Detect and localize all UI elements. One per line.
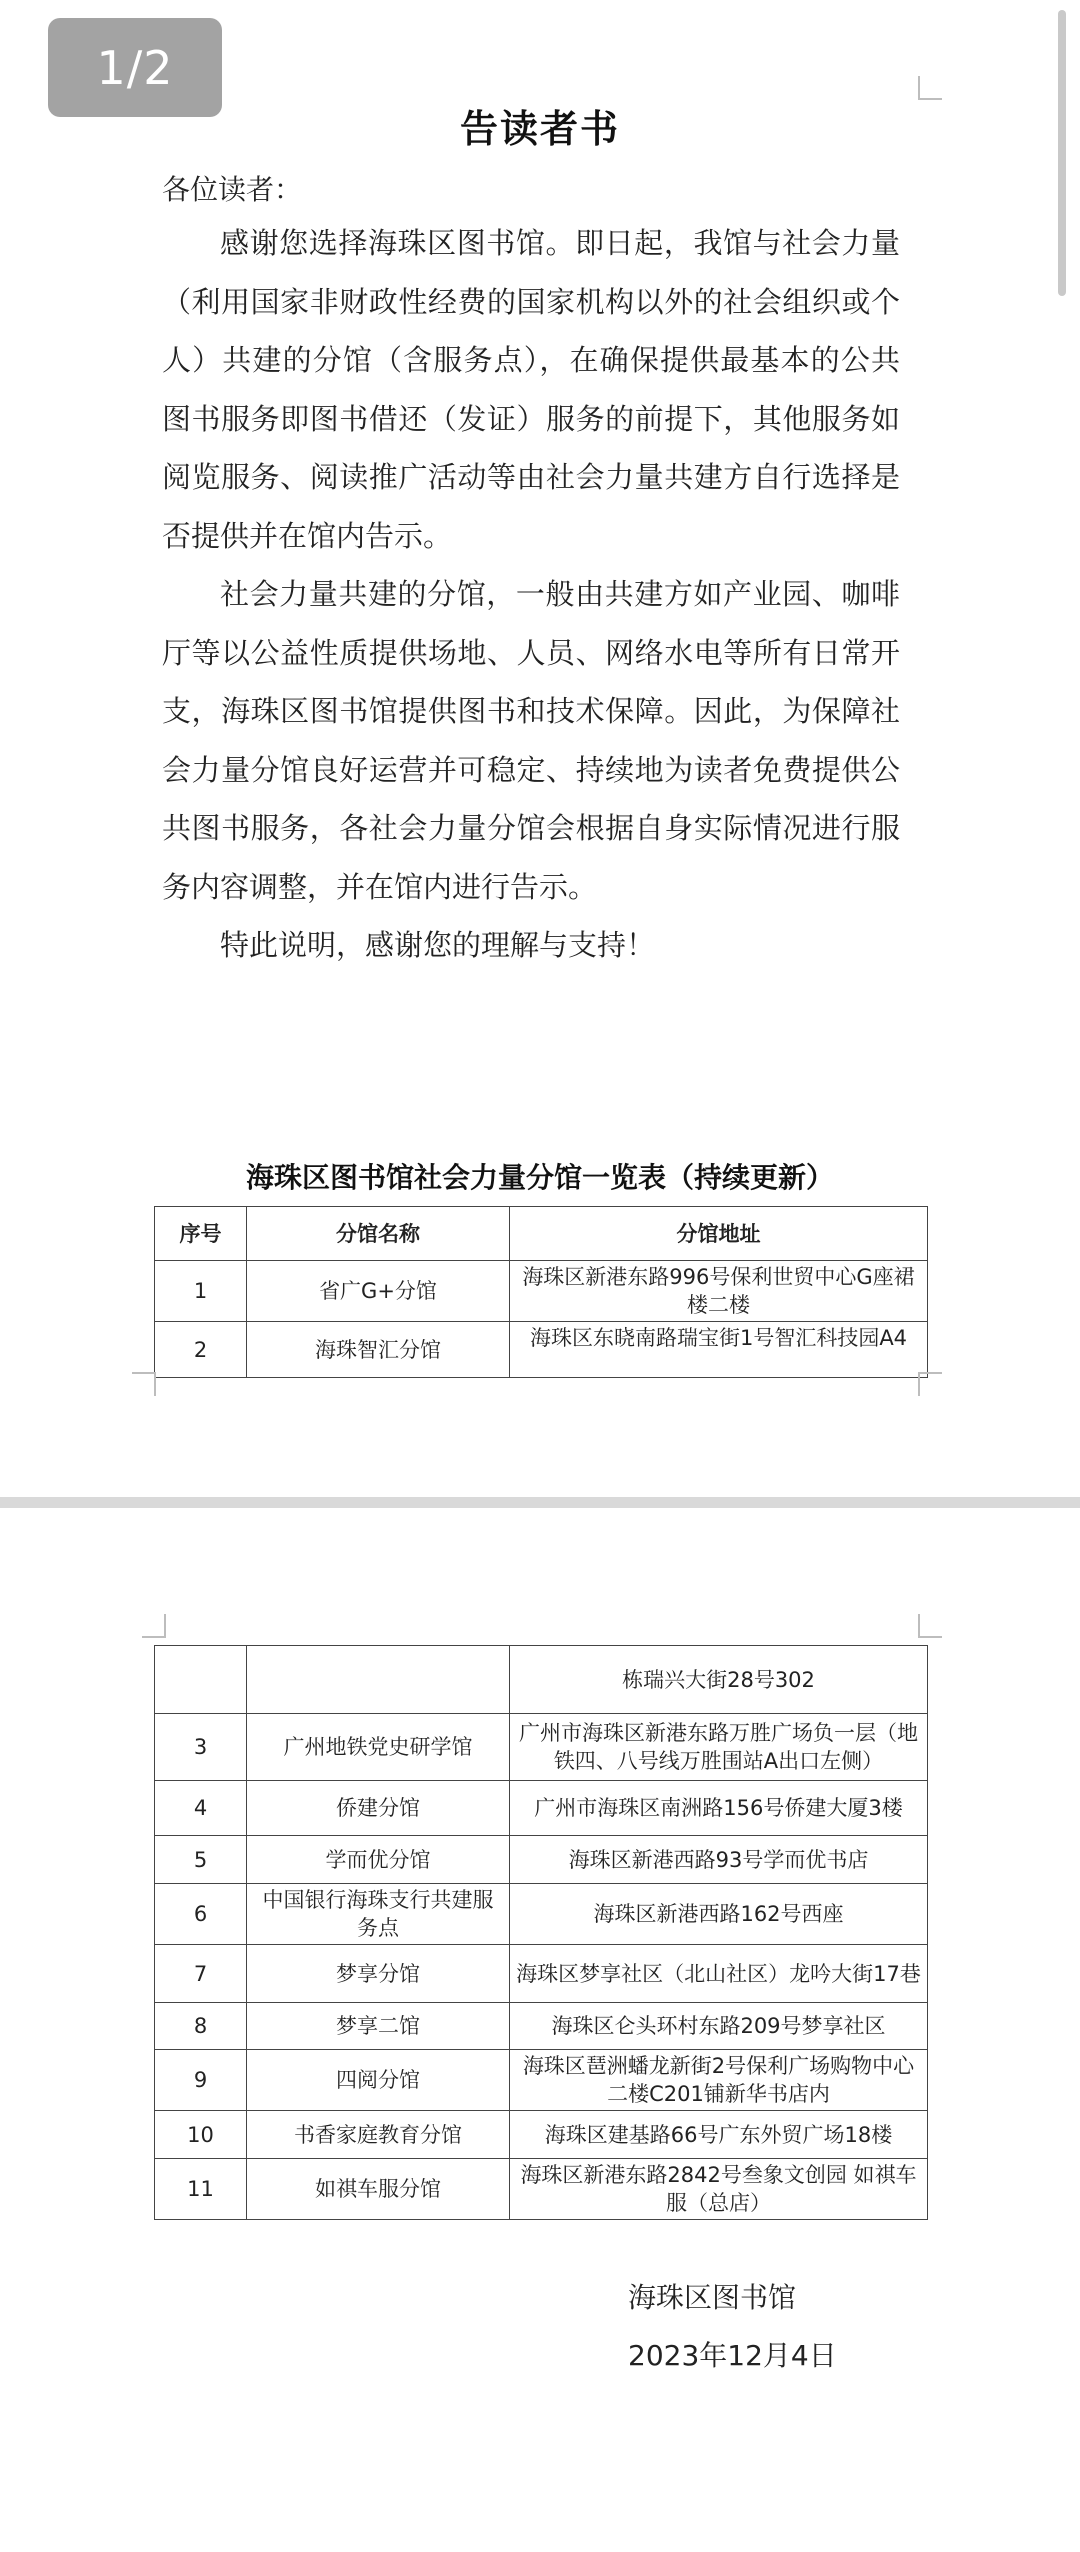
branch-table-part1 bbox=[154, 1206, 928, 1378]
row-no: 8 bbox=[155, 2003, 247, 2050]
row-address: 海珠区新港西路162号西座 bbox=[510, 1884, 928, 1945]
scrollbar-thumb[interactable] bbox=[1058, 10, 1066, 296]
table-row bbox=[155, 2050, 928, 2111]
paragraph-3: 特此说明，感谢您的理解与支持！ bbox=[220, 928, 656, 962]
row-name: 梦享二馆 bbox=[247, 2003, 510, 2050]
row-address: 海珠区仑头环村东路209号梦享社区 bbox=[510, 2003, 928, 2050]
row-address: 海珠区梦享社区（北山社区）龙吟大街17巷 bbox=[510, 1945, 928, 2003]
page-indicator: 1/2 bbox=[48, 18, 222, 117]
row-address: 海珠区琶洲蟠龙新街2号保利广场购物中心二楼C201铺新华书店内 bbox=[510, 2050, 928, 2111]
paragraph-2: 社会力量共建的分馆，一般由共建方如产业园、咖啡厅等以公益性质提供场地、人员、网络水电等所有日常开支，海珠区图书馆提供图书和技术保障。因此，为保障社会力量分馆良好运营并可稳定、持续地为读者免费提供公共图书服务，各社会力量分馆会根据自身实际情况进行服务内容调整，并在馆内进行告示。 bbox=[162, 577, 900, 904]
row-no: 9 bbox=[155, 2050, 247, 2111]
row-name: 海珠智汇分馆 bbox=[247, 1322, 510, 1378]
row-name: 如祺车服分馆 bbox=[247, 2159, 510, 2220]
table-header-row bbox=[155, 1207, 928, 1261]
row-no: 11 bbox=[155, 2159, 247, 2220]
header-name: 分馆名称 bbox=[247, 1207, 510, 1261]
crop-mark-top-right bbox=[918, 1614, 942, 1638]
row-address: 海珠区新港东路996号保利世贸中心G座裙楼二楼 bbox=[510, 1261, 928, 1322]
row-address: 广州市海珠区新港东路万胜广场负一层（地铁四、八号线万胜围站A出口左侧） bbox=[510, 1714, 928, 1781]
notice-body bbox=[162, 214, 900, 975]
page-separator bbox=[0, 1497, 1080, 1508]
row-name: 学而优分馆 bbox=[247, 1836, 510, 1884]
row-name: 省广G+分馆 bbox=[247, 1261, 510, 1322]
table-row bbox=[155, 1884, 928, 1945]
row-name: 书香家庭教育分馆 bbox=[247, 2111, 510, 2159]
table-row bbox=[155, 1322, 928, 1378]
crop-mark-bottom-right bbox=[918, 1372, 942, 1396]
signature-org: 海珠区图书馆 bbox=[628, 2281, 797, 2314]
row-address: 广州市海珠区南洲路156号侨建大厦3楼 bbox=[510, 1781, 928, 1836]
row-name: 广州地铁党史研学馆 bbox=[247, 1714, 510, 1781]
header-no: 序号 bbox=[155, 1207, 247, 1261]
row-name: 侨建分馆 bbox=[247, 1781, 510, 1836]
table-row bbox=[155, 1836, 928, 1884]
row-no: 10 bbox=[155, 2111, 247, 2159]
table-row bbox=[155, 1261, 928, 1322]
table-row bbox=[155, 2159, 928, 2220]
row-name: 梦享分馆 bbox=[247, 1945, 510, 2003]
row-no: 1 bbox=[155, 1261, 247, 1322]
row-no: 5 bbox=[155, 1836, 247, 1884]
row-no: 4 bbox=[155, 1781, 247, 1836]
row-name: 中国银行海珠支行共建服务点 bbox=[247, 1884, 510, 1945]
row-address: 海珠区东晓南路瑞宝街1号智汇科技园A4 bbox=[510, 1322, 928, 1378]
table-row bbox=[155, 2111, 928, 2159]
table-title: 海珠区图书馆社会力量分馆一览表（持续更新） bbox=[245, 1161, 834, 1194]
row-address-continuation: 栋瑞兴大街28号302 bbox=[510, 1646, 928, 1714]
row-address: 海珠区建基路66号广东外贸广场18楼 bbox=[510, 2111, 928, 2159]
row-no: 2 bbox=[155, 1322, 247, 1378]
signature-date: 2023年12月4日 bbox=[628, 2339, 837, 2372]
paragraph-1: 感谢您选择海珠区图书馆。即日起，我馆与社会力量（利用国家非财政性经费的国家机构以外的社会组织或个人）共建的分馆（含服务点），在确保提供最基本的公共图书服务即图书借还（发证）服务的前提下，其他服务如阅览服务、阅读推广活动等由社会力量共建方自行选择是否提供并在馆内告示。 bbox=[162, 226, 900, 553]
table-row bbox=[155, 1714, 928, 1781]
table-row bbox=[155, 2003, 928, 2050]
branch-table-part2 bbox=[154, 1645, 928, 2220]
table-row bbox=[155, 1646, 928, 1714]
salutation: 各位读者： bbox=[162, 173, 303, 206]
crop-mark-top-left bbox=[142, 1614, 166, 1638]
row-no: 3 bbox=[155, 1714, 247, 1781]
header-address: 分馆地址 bbox=[510, 1207, 928, 1261]
crop-mark-top-right bbox=[918, 76, 942, 100]
row-address: 海珠区新港西路93号学而优书店 bbox=[510, 1836, 928, 1884]
table-row bbox=[155, 1781, 928, 1836]
row-name: 四阅分馆 bbox=[247, 2050, 510, 2111]
row-no: 6 bbox=[155, 1884, 247, 1945]
row-address: 海珠区新港东路2842号叁象文创园 如祺车服（总店） bbox=[510, 2159, 928, 2220]
crop-mark-bottom-left bbox=[132, 1372, 156, 1396]
row-no: 7 bbox=[155, 1945, 247, 2003]
document-title: 告读者书 bbox=[459, 107, 620, 151]
table-row bbox=[155, 1945, 928, 2003]
